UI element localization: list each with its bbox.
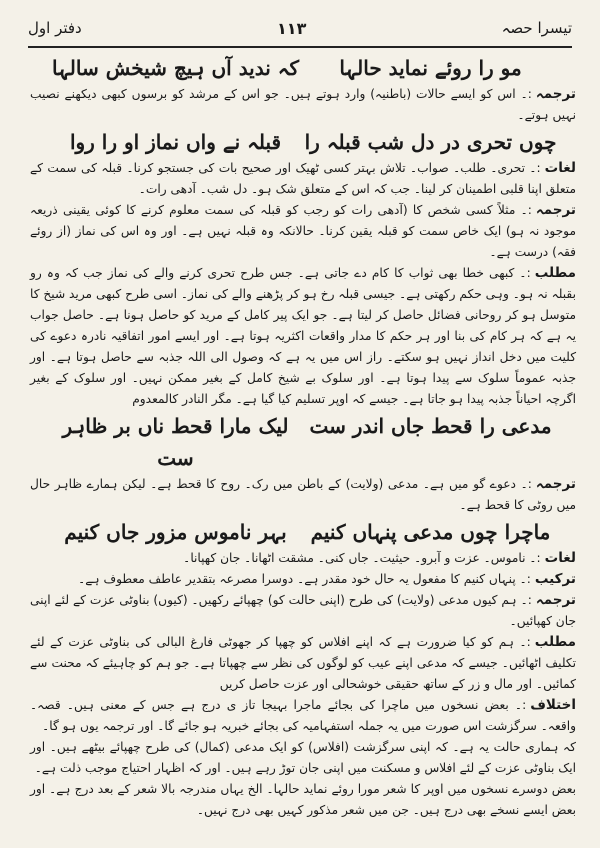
body-paragraph — [30, 737, 576, 779]
paragraph-label: ترکیب — [534, 571, 576, 587]
paragraph-text: :۔ ناموس۔ عزت و آبرو۔ حیثیت۔ جاں کنی۔ مشقت اٹھانا۔ جان کھپانا۔ — [183, 551, 541, 565]
paragraph-text: :۔ دعوے گو میں ہے۔ مدعی (ولایت) کے باطن میں رک۔ روح کا قحط ہے۔ لیکن ہمارے ظاہر حال میں روٹی کا قحط ہے۔ — [30, 477, 576, 512]
glossary-paragraph — [30, 158, 576, 200]
paragraph-label: مطلب — [534, 634, 576, 650]
paragraph-label: اختلاف — [530, 697, 576, 713]
couplet-first-hemistich: مدعی را قحط جاں اندر ست — [309, 414, 552, 438]
paragraph-label: ترجمہ — [535, 592, 576, 608]
paragraph-text: :۔ ہم کیوں مدعی (ولایت) کی طرح (اپنی حالت کو) چھپائے رکھیں۔ (کیوں) بناوٹی عزت کے لئے اپنی جان کھپائیں۔ — [30, 593, 576, 628]
couplet-first-hemistich: ماچرا چوں مدعی پنہاں کنیم — [310, 520, 551, 544]
paragraph-label: ترجمہ — [535, 476, 576, 492]
page-body — [30, 52, 576, 840]
paragraph-label: لغات — [544, 550, 576, 566]
book-title: دفتر اول — [28, 19, 82, 37]
couplet — [30, 410, 576, 474]
paragraph-text: :۔ کبھی خطا بھی ثواب کا کام دے جاتی ہے۔ جس طرح تحری کرنے والے کی نماز جب کہ وہ رو بقبلہ نہ ہو۔ وہی حکم رکھتی ہے۔ جیسی قبلہ رخ ہو کر پڑھنے والے کی نماز۔ اسی طرح کبھی مرید شیخ کا متوسل ہو کر روحانی فضائل حاصل کر لیتا ہے۔ جو ایک پیر کامل کے مرید کو حاصل ہونا ہے۔ حاصل جواب یہ ہے کہ ہر کام کی بنا اور ہر حکم کا مدار واقعات اکثریہ ہوتا ہے۔ اور ایسے امور اتفاقیہ نادرہ دعوے کی کلیت میں دخل انداز نہیں ہو سکتے۔ راز اس میں یہ ہے کہ وصول الی اللہ جذبہ سے حاصل ہوتا ہے۔ اور جذبہ عموماً سلوک سے پیدا ہوتا ہے۔ اور سلوک بے شیخ کامل کے بغیر ممکن نہیں۔ اور سلوک کے بغیر اگرچہ احیاناً جذبہ پیدا ہو جاتا ہے۔ جیسے کہ اوپر تسلیم کیا گیا ہے۔ مگر النادر کالمعدوم — [30, 266, 576, 406]
syntax-paragraph — [30, 569, 576, 590]
paragraph-text: کہ ہماری حالت یہ ہے۔ کہ اپنی سرگزشت (افلاس) کو ایک مدعی (کمال) کی طرح چھپائے بیٹھے ہیں۔ اور ایک بناوٹی عزت کے لئے افلاس و مسکنت میں اپنی جان توڑ رہے ہیں۔ اور کہ اظہار احتیاج موجب ذلت ہے۔ — [30, 740, 576, 775]
translation-paragraph — [30, 590, 576, 632]
paragraph-text: :۔ مثلاً کسی شخص کا (آدھی رات کو رجب کو قبلہ کی سمت معلوم کرنے کا کوئی یقینی ذریعہ موجود نہ ہو) ایک خاص سمت کو قبلہ یقین کرنا۔ حالانکہ وہ قبلہ نہیں ہے۔ اور وہ اس کی نماز (از روئے فقہ) درست ہے۔ — [30, 203, 576, 259]
couplet-second-hemistich: کہ ندید آں ہیچ شیخش سالہا — [51, 56, 300, 80]
couplet — [30, 52, 576, 84]
couplet-first-hemistich: چوں تحری در دل شب قبلہ را — [304, 130, 557, 154]
glossary-paragraph — [30, 548, 576, 569]
paragraph-text: :۔ تحری۔ طلب۔ صواب۔ تلاش بہتر کسی ٹھیک اور صحیح بات کی جستجو کرنا۔ قبلہ کی سمت کے متعلق اپنا قلبی اطمینان کر لینا۔ جب کہ اس کے متعلق شک ہو۔ دل شب۔ آدھی رات۔ — [30, 161, 576, 196]
header-rule — [28, 46, 572, 48]
paragraph-label: مطلب — [534, 265, 576, 281]
translation-paragraph — [30, 84, 576, 126]
paragraph-text: :۔ ہم کو کیا ضرورت ہے کہ اپنے افلاس کو چھپا کر جھوٹی فارغ البالی کی بناوٹی عزت کے لئے تکلیف اٹھائیں۔ جیسے کہ مدعی اپنے عیب کو لوگوں کی نظر سے چھپاتا ہے۔ جو ہم کو چاہیئے کہ محنت سے کمائیں۔ اور مال و زر کے ساتھ حقیقی خوشحالی اور عزت حاصل کریں — [30, 635, 576, 691]
paragraph-label: ترجمہ — [535, 202, 576, 218]
couplet — [30, 126, 576, 158]
couplet-second-hemistich: قبلہ نے واں نماز او را روا — [69, 130, 282, 154]
paragraph-label: ترجمہ — [535, 86, 576, 102]
paragraph-text: :۔ بعض نسخوں میں ماچرا کی بجائے ماجرا بہیجا تاز ی درج ہے جس کے معنی ہیں۔ قصہ۔ واقعہ۔ سرگزشت اس صورت میں یہ جملہ استفہامیہ کی بجائے خبریہ ہو جائے گا۔ اور ترجمہ یوں ہو گا۔ — [30, 698, 576, 733]
paragraph-text: بعض دوسرے نسخوں میں اوپر کا شعر مورا روئے نماید حالہا۔ الخ یہاں مندرجہ بالا شعر کے بعد درج ہے۔ اور بعض ایسے نسخے بھی درج ہیں۔ جن میں شعر مذکور کہیں بھی درج نہیں۔ — [30, 782, 576, 817]
body-paragraph — [30, 779, 576, 821]
translation-paragraph — [30, 200, 576, 263]
page-number: ۱۱۳ — [277, 18, 307, 38]
couplet — [30, 516, 576, 548]
translation-paragraph — [30, 474, 576, 516]
meaning-paragraph — [30, 263, 576, 410]
meaning-paragraph — [30, 632, 576, 695]
couplet-second-hemistich: بہر ناموس مزور جاں کنیم — [64, 520, 287, 544]
paragraph-label: لغات — [544, 160, 576, 176]
page-header — [28, 10, 572, 46]
variant-reading-paragraph — [30, 695, 576, 737]
section-heading: تیسرا حصہ — [501, 19, 572, 37]
couplet-first-hemistich: مو را روئے نماید حالہا — [339, 56, 522, 80]
paragraph-text: :۔ پنہاں کنیم کا مفعول یہ حال خود مقدر ہے۔ دوسرا مصرعہ بتقدیر عاطف معطوف ہے۔ — [78, 572, 531, 586]
paragraph-text: :۔ اس کو ایسے حالات (باطنیہ) وارد ہوتے ہیں۔ جو اس کے مرشد کو برسوں کبھی دیکھنے نصیب نہیں ہوتے۔ — [30, 87, 576, 122]
couplet-second-hemistich: لیک مارا قحط ناں بر ظاہر ست — [62, 414, 289, 470]
